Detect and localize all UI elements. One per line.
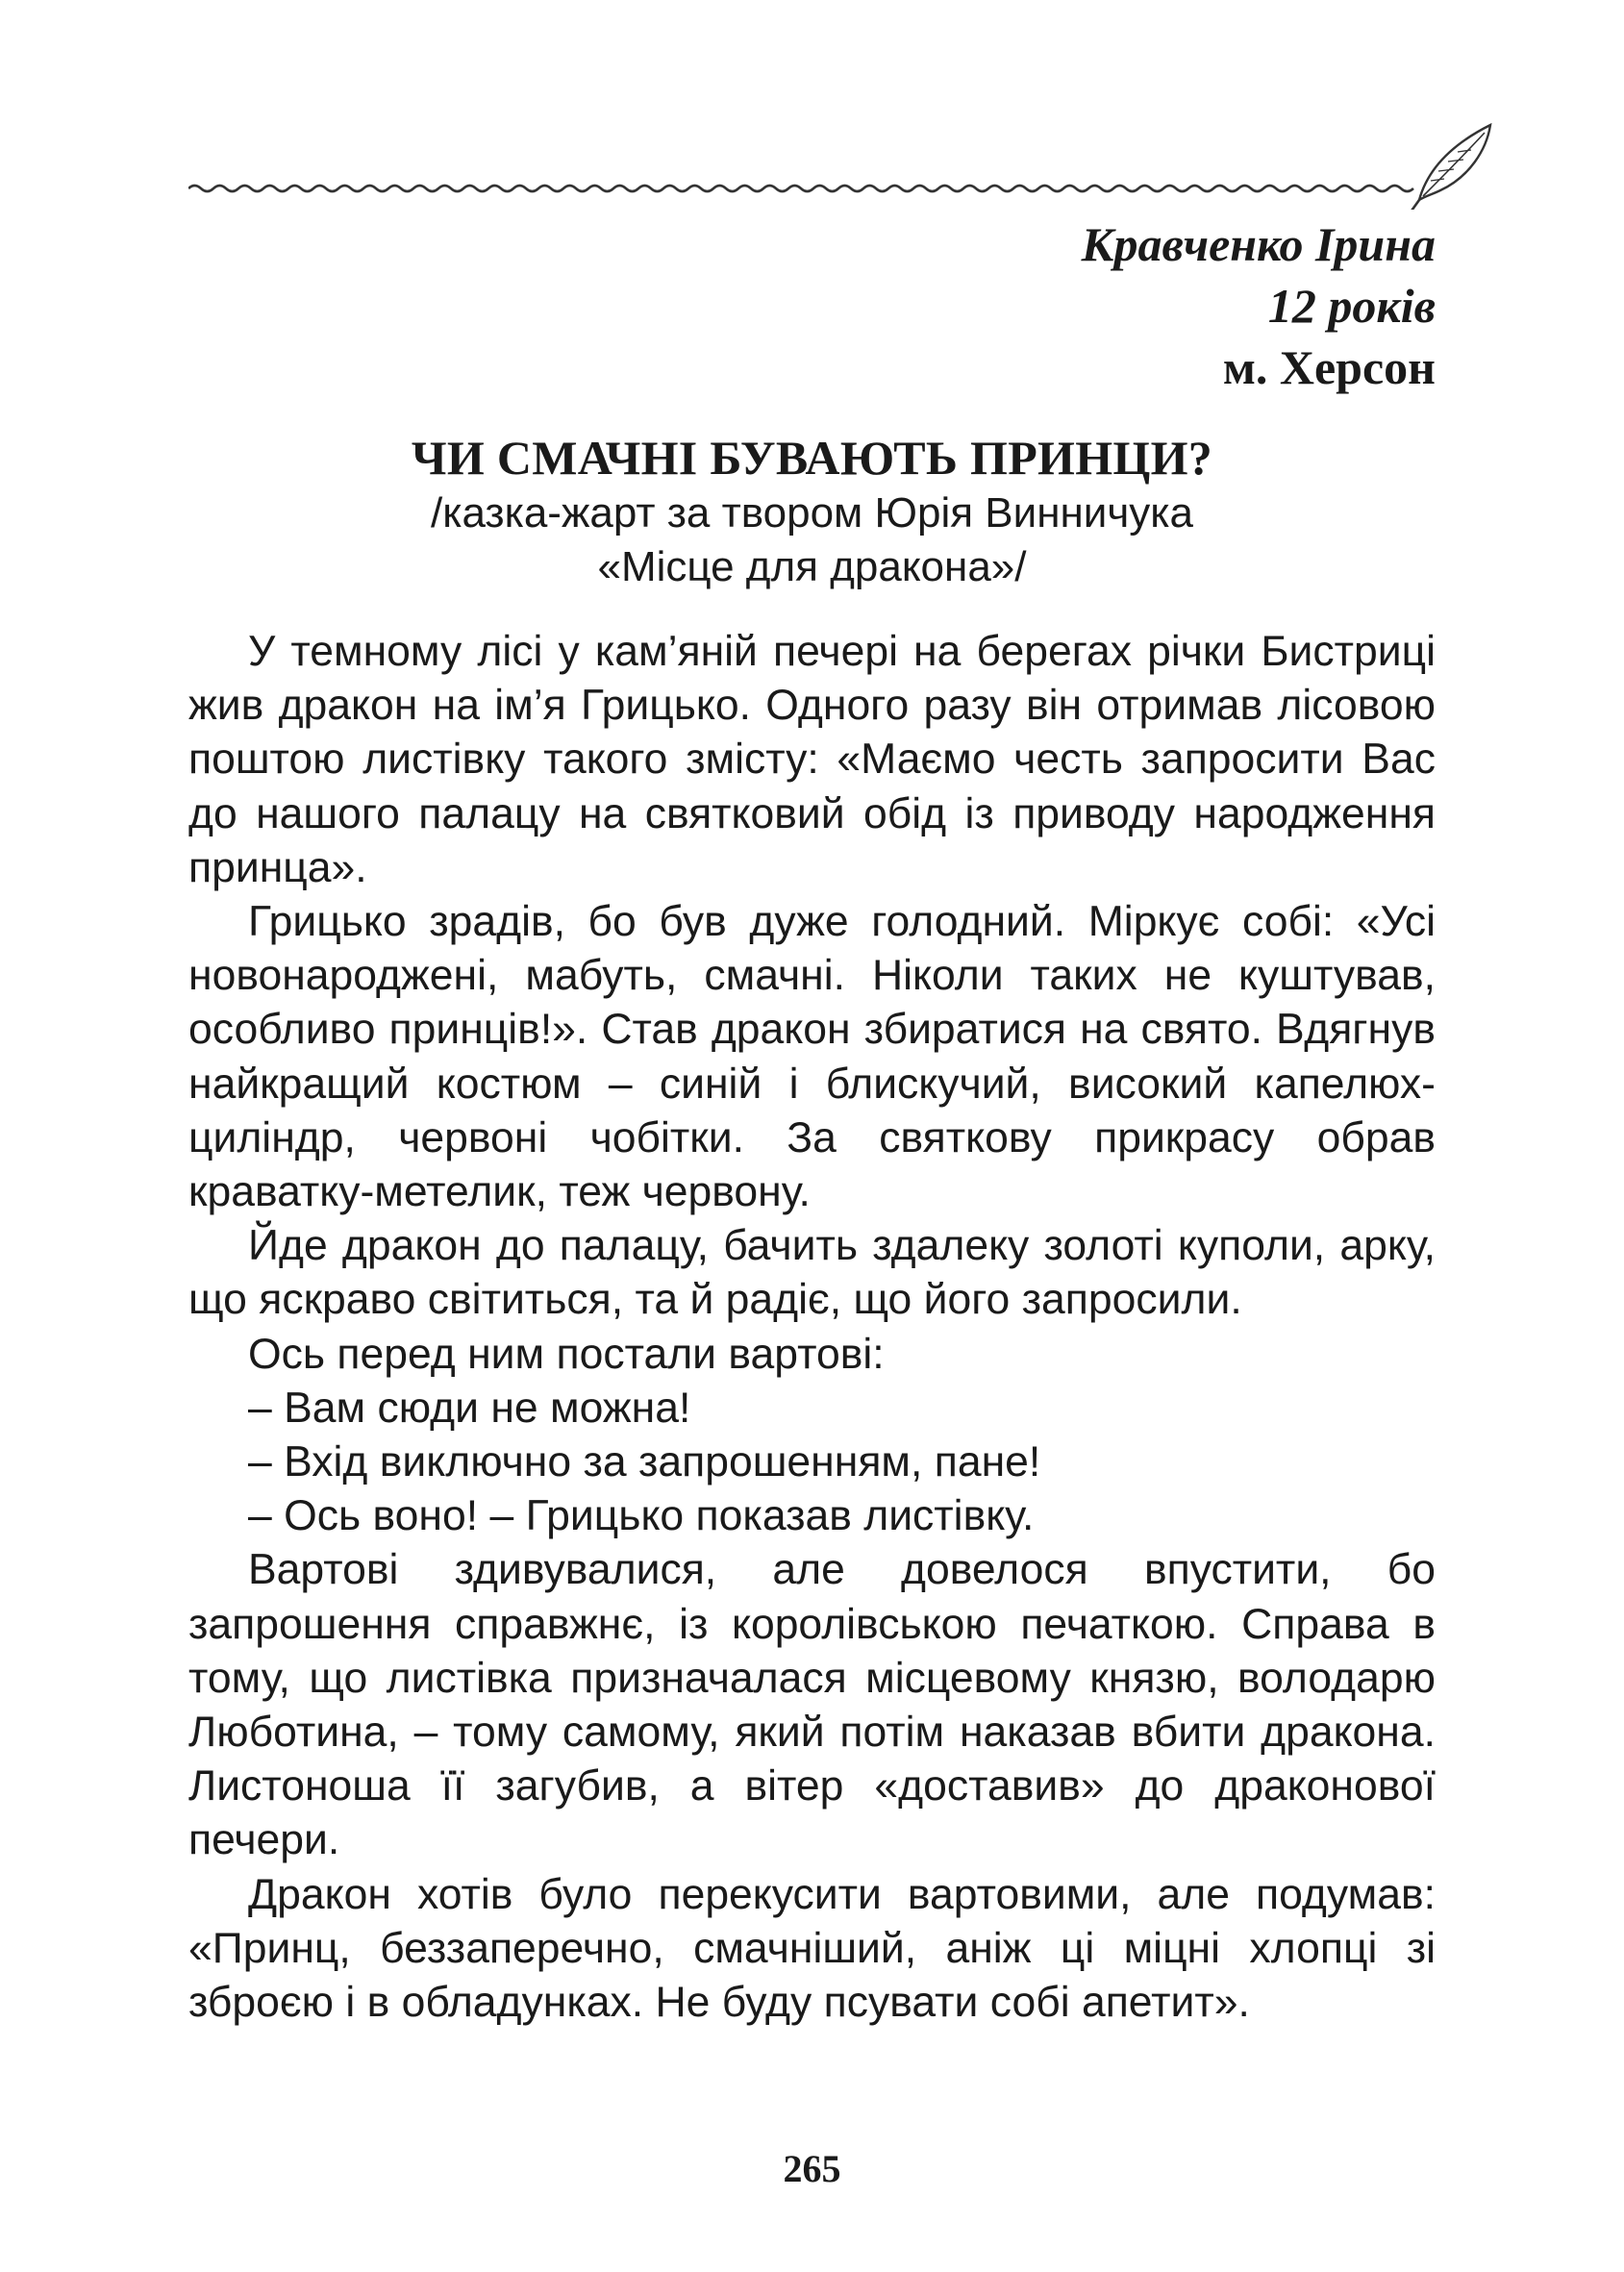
title-block — [188, 429, 1436, 594]
story-subtitle-line-1: /казка-жарт за твором Юрія Винничука — [431, 489, 1193, 537]
story-title: ЧИ СМАЧНІ БУВАЮТЬ ПРИНЦИ? — [411, 431, 1213, 485]
author-name: Кравченко Ірина — [1081, 217, 1436, 271]
author-age: 12 років — [1267, 279, 1436, 333]
page-number: 265 — [783, 2147, 841, 2190]
story-dialogue-line: – Вхід виключно за запрошенням, пане! — [248, 1438, 1041, 1486]
story-subtitle-line-2: «Місце для дракона»/ — [597, 543, 1027, 590]
author-byline — [1082, 213, 1436, 398]
author-city: м. Херсон — [1222, 340, 1436, 394]
story-paragraph: У темному лісі у кам’яній печері на берегах річки Бистриці жив дракон на ім’я Грицько. Одного разу він отримав лісовою поштою листівку такого змісту: «Маємо честь запросити Вас до нашого палацу на святковий обід із приводу народження принца». — [188, 628, 1436, 891]
story-paragraph: Дракон хотів було перекусити вартовими, але подумав: «Принц, беззаперечно, смачніший, аніж ці міцні хлопці зі зброєю і в обладунках. Не буду псувати собі апетит». — [188, 1870, 1436, 2027]
story-paragraph: Йде дракон до палацу, бачить здалеку золоті куполи, арку, що яскраво світиться, та й радіє, що його запросили. — [188, 1222, 1436, 1324]
wavy-line-quill-icon — [188, 113, 1506, 210]
story-paragraph: Грицько зрадів, бо був дуже голодний. Міркує собі: «Усі новонароджені, мабуть, смачні. Ніколи таких не куштував, особливо принців!». Став дракон збиратися на свято. Вдягнув найкращий костюм – синій і блискучий, високий капелюх-циліндр, червоні чобітки. За святкову прикрасу обрав краватку-метелик, теж червону. — [188, 898, 1436, 1216]
story-body — [188, 625, 1436, 2030]
story-paragraph: Вартові здивувалися, але довелося впустити, бо запрошення справжнє, із королівською печаткою. Справа в тому, що листівка призначалася місцевому князю, володарю Люботина, – тому самому, який потім наказав вбити дракона. Листоноша її загубив, а вітер «доставив» до драконової печери. — [188, 1546, 1436, 1864]
story-paragraph: Ось перед ним постали вартові: — [248, 1330, 885, 1378]
story-dialogue-line: – Ось воно! – Грицько показав листівку. — [248, 1492, 1035, 1540]
story-dialogue-line: – Вам сюди не можна! — [248, 1384, 691, 1432]
